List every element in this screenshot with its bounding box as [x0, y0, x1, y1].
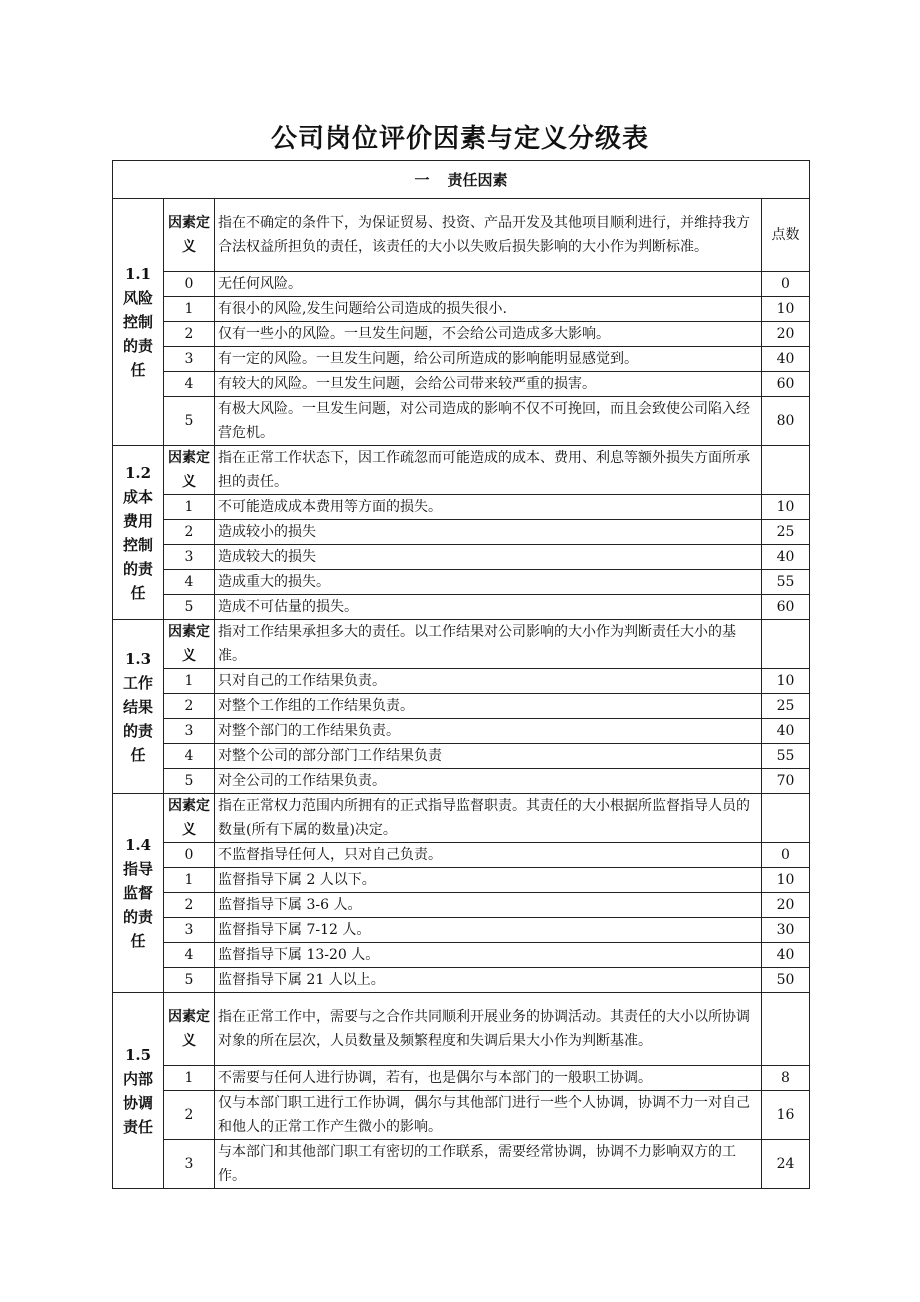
level-number: 0: [164, 272, 215, 297]
level-points: 40: [762, 347, 810, 372]
level-description: 不监督指导任何人，只对自己负责。: [215, 843, 762, 868]
definition-label: 因素定义: [164, 199, 215, 272]
level-number: 1: [164, 1066, 215, 1091]
definition-row: [113, 446, 810, 495]
level-row: [113, 694, 810, 719]
level-number: 1: [164, 669, 215, 694]
level-number: 5: [164, 968, 215, 993]
level-points: 10: [762, 868, 810, 893]
level-row: [113, 297, 810, 322]
level-description: 造成较大的损失: [215, 545, 762, 570]
level-number: 2: [164, 322, 215, 347]
level-number: 5: [164, 769, 215, 794]
level-number: 3: [164, 719, 215, 744]
level-number: 4: [164, 570, 215, 595]
level-number: 5: [164, 397, 215, 446]
level-description: 无任何风险。: [215, 272, 762, 297]
factor-definition: 指在正常权力范围内所拥有的正式指导监督职责。其责任的大小根据所监督指导人员的数量(所有下属的数量)决定。: [215, 794, 762, 843]
page-title: 公司岗位评价因素与定义分级表: [270, 124, 649, 154]
level-row: [113, 495, 810, 520]
level-points: 25: [762, 694, 810, 719]
level-number: 3: [164, 545, 215, 570]
factor-name: 1.1 风险控制的责任: [113, 199, 164, 446]
definition-label: 因素定义: [164, 794, 215, 843]
level-points: 55: [762, 570, 810, 595]
points-header: [762, 446, 810, 495]
level-row: [113, 372, 810, 397]
level-description: 监督指导下属 21 人以上。: [215, 968, 762, 993]
evaluation-table: [112, 160, 810, 1189]
level-row: [113, 868, 810, 893]
level-row: [113, 322, 810, 347]
level-number: 4: [164, 943, 215, 968]
level-number: 3: [164, 1140, 215, 1189]
level-points: 8: [762, 1066, 810, 1091]
level-description: 仅有一些小的风险。一旦发生问题，不会给公司造成多大影响。: [215, 322, 762, 347]
level-number: 1: [164, 297, 215, 322]
level-row: [113, 843, 810, 868]
factor-name: 1.5 内部协调责任: [113, 993, 164, 1189]
level-row: [113, 893, 810, 918]
level-points: 24: [762, 1140, 810, 1189]
level-points: 20: [762, 322, 810, 347]
section-number: 一: [414, 170, 430, 189]
level-points: 25: [762, 520, 810, 545]
level-points: 10: [762, 297, 810, 322]
level-row: [113, 669, 810, 694]
level-points: 40: [762, 545, 810, 570]
level-row: [113, 943, 810, 968]
factor-definition: 指在不确定的条件下，为保证贸易、投资、产品开发及其他项目顺利进行，并维持我方合法权益所担负的责任，该责任的大小以失败后损失影响的大小作为判断标准。: [215, 199, 762, 272]
level-row: [113, 595, 810, 620]
level-description: 对整个工作组的工作结果负责。: [215, 694, 762, 719]
level-description: 与本部门和其他部门职工有密切的工作联系，需要经常协调，协调不力影响双方的工作。: [215, 1140, 762, 1189]
section-header: [113, 161, 810, 199]
level-row: [113, 570, 810, 595]
level-number: 2: [164, 694, 215, 719]
level-description: 造成重大的损失。: [215, 570, 762, 595]
level-points: 20: [762, 893, 810, 918]
level-number: 1: [164, 495, 215, 520]
level-description: 监督指导下属 13-20 人。: [215, 943, 762, 968]
level-description: 有很小的风险,发生问题给公司造成的损失很小.: [215, 297, 762, 322]
points-header: [762, 794, 810, 843]
level-number: 4: [164, 372, 215, 397]
level-points: 80: [762, 397, 810, 446]
section-header-row: [113, 161, 810, 199]
definition-row: [113, 199, 810, 272]
level-points: 60: [762, 372, 810, 397]
level-row: [113, 272, 810, 297]
level-row: [113, 397, 810, 446]
definition-label: 因素定义: [164, 620, 215, 669]
level-description: 对全公司的工作结果负责。: [215, 769, 762, 794]
level-number: 5: [164, 595, 215, 620]
level-description: 造成不可估量的损失。: [215, 595, 762, 620]
level-points: 0: [762, 272, 810, 297]
level-row: [113, 545, 810, 570]
level-description: 监督指导下属 2 人以下。: [215, 868, 762, 893]
level-row: [113, 968, 810, 993]
level-points: 10: [762, 669, 810, 694]
level-row: [113, 769, 810, 794]
definition-label: 因素定义: [164, 993, 215, 1066]
level-number: 2: [164, 520, 215, 545]
factor-definition: 指对工作结果承担多大的责任。以工作结果对公司影响的大小作为判断责任大小的基准。: [215, 620, 762, 669]
level-number: 2: [164, 1091, 215, 1140]
level-row: [113, 347, 810, 372]
level-description: 造成较小的损失: [215, 520, 762, 545]
level-description: 监督指导下属 7-12 人。: [215, 918, 762, 943]
level-points: 50: [762, 968, 810, 993]
points-header: [762, 993, 810, 1066]
level-row: [113, 520, 810, 545]
level-points: 16: [762, 1091, 810, 1140]
level-description: 仅与本部门职工进行工作协调，偶尔与其他部门进行一些个人协调，协调不力一对自己和他人的正常工作产生微小的影响。: [215, 1091, 762, 1140]
factor-name: 1.2 成本费用控制的责任: [113, 446, 164, 620]
points-header: [762, 620, 810, 669]
level-number: 2: [164, 893, 215, 918]
level-row: [113, 719, 810, 744]
level-points: 30: [762, 918, 810, 943]
level-points: 0: [762, 843, 810, 868]
factor-definition: 指在正常工作状态下，因工作疏忽而可能造成的成本、费用、利息等额外损失方面所承担的责任。: [215, 446, 762, 495]
level-points: 60: [762, 595, 810, 620]
level-points: 40: [762, 943, 810, 968]
level-description: 监督指导下属 3-6 人。: [215, 893, 762, 918]
level-row: [113, 918, 810, 943]
section-label: 责任因素: [447, 170, 508, 189]
level-row: [113, 1140, 810, 1189]
level-points: 40: [762, 719, 810, 744]
factor-name: 1.4 指导监督的责任: [113, 794, 164, 993]
level-number: 0: [164, 843, 215, 868]
level-description: 有极大风险。一旦发生问题，对公司造成的影响不仅不可挽回，而且会致使公司陷入经营危机。: [215, 397, 762, 446]
definition-row: [113, 620, 810, 669]
level-description: 只对自己的工作结果负责。: [215, 669, 762, 694]
level-points: 10: [762, 495, 810, 520]
factor-definition: 指在正常工作中，需要与之合作共同顺利开展业务的协调活动。其责任的大小以所协调对象的所在层次，人员数量及频繁程度和失调后果大小作为判断基准。: [215, 993, 762, 1066]
level-points: 70: [762, 769, 810, 794]
level-row: [113, 744, 810, 769]
level-description: 有一定的风险。一旦发生问题，给公司所造成的影响能明显感觉到。: [215, 347, 762, 372]
level-number: 1: [164, 868, 215, 893]
level-description: 对整个部门的工作结果负责。: [215, 719, 762, 744]
level-description: 不需要与任何人进行协调，若有，也是偶尔与本部门的一般职工协调。: [215, 1066, 762, 1091]
level-row: [113, 1066, 810, 1091]
level-points: 55: [762, 744, 810, 769]
level-number: 4: [164, 744, 215, 769]
level-description: 不可能造成成本费用等方面的损失。: [215, 495, 762, 520]
definition-label: 因素定义: [164, 446, 215, 495]
definition-row: [113, 993, 810, 1066]
level-number: 3: [164, 347, 215, 372]
level-description: 对整个公司的部分部门工作结果负责: [215, 744, 762, 769]
level-row: [113, 1091, 810, 1140]
level-description: 有较大的风险。一旦发生问题，会给公司带来较严重的损害。: [215, 372, 762, 397]
factor-name: 1.3 工作结果的责任: [113, 620, 164, 794]
level-number: 3: [164, 918, 215, 943]
points-header: 点数: [762, 199, 810, 272]
definition-row: [113, 794, 810, 843]
